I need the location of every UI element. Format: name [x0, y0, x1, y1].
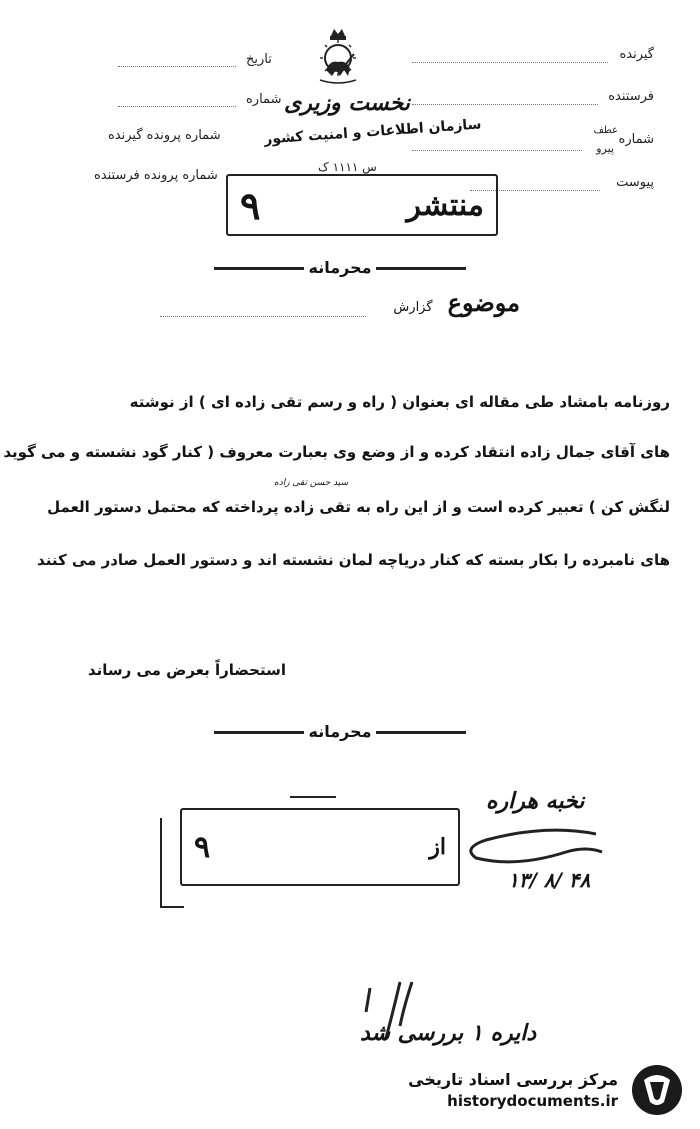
annotation-signature-icon [456, 822, 606, 874]
bottom-stamp [180, 808, 460, 886]
bottom-stamp-text: از [429, 834, 446, 860]
ref-dots [412, 150, 582, 151]
top-stamp-text: منتشر [406, 187, 484, 223]
bottom-stamp-digit: ۹ [194, 829, 211, 865]
ministry-title: نخست وزیری [284, 90, 410, 116]
watermark-org: مرکز بررسی اسناد تاریخی [408, 1070, 618, 1089]
subject-line [160, 288, 520, 317]
top-stamp-digit: ۹ [240, 182, 261, 228]
watermark-url: historydocuments.ir [447, 1092, 618, 1110]
sender-label: فرستنده [608, 89, 654, 104]
annotation-date: ۱۳/ ۸/ ۴۸ [508, 868, 591, 892]
watermark-logo-icon [628, 1062, 686, 1118]
sender-dots [412, 104, 598, 105]
body-line-1: روزنامه بامشاد طی مقاله ای بعنوان ( راه و رسم تقی زاده ای ) از نوشته [129, 393, 670, 411]
bottom-stamp-frame [160, 818, 184, 908]
body-line-3: لنگش کن ) تعبیر کرده است و از این راه به تقی زاده پرداخته که محتمل دستور العمل [47, 498, 670, 516]
top-stamp [226, 174, 498, 236]
organization-name: سازمان اطلاعات و امنیت کشور [263, 116, 482, 148]
annotation-name: نخبه هراره [486, 788, 585, 814]
ref-pirow-label: پیرو [596, 142, 614, 155]
bottom-stamp-mark [290, 796, 336, 798]
body-line-4: های نامبرده را بکار بسته که کنار دریاچه لمان نشسته اند و دستور العمل صادر می کنند [37, 551, 670, 569]
receiver-file-label: شماره پرونده گیرنده [108, 128, 221, 143]
lion-and-sun-emblem-icon [314, 26, 362, 86]
watermark [408, 1058, 692, 1122]
receiver-label: گیرنده [619, 47, 654, 62]
attachment-label: پیوست [616, 175, 654, 190]
subject-dots [160, 316, 366, 317]
interlinear-note: سید حسن تقی زاده [274, 478, 349, 488]
subject-value: گزارش [393, 300, 433, 315]
ref-atf-label: عطف [593, 125, 618, 136]
date-label: تاریخ [246, 52, 272, 67]
closing-line: استحضاراً بعرض می رساند [87, 661, 286, 679]
sender-file-label: شماره پرونده فرستنده [94, 168, 218, 183]
subject-label: موضوع [447, 288, 520, 317]
number-label: شماره [246, 92, 282, 107]
body-line-2: های آقای جمال زاده انتقاد کرده و از وضع وی بعبارت معروف ( کنار گود نشسته و می گوید [3, 443, 670, 461]
receiver-dots [412, 62, 608, 63]
date-dots [118, 66, 236, 67]
classification-top: محرمانه [150, 258, 530, 277]
number-dots [118, 106, 236, 107]
classification-bottom: محرمانه [150, 722, 530, 741]
signature-note: دایره ۱ بررسی شد [360, 1020, 537, 1046]
org-code: س ۱۱۱۱ ک [318, 160, 377, 174]
ref-number-label: شماره [618, 132, 654, 147]
